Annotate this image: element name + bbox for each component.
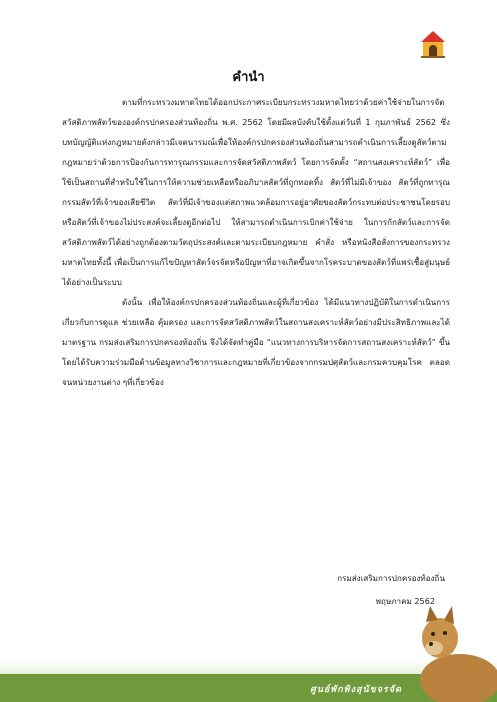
paragraph-2: ดังนั้น เพื่อให้องค์กรปกครองส่วนท้องถิ่นและผู้ที่เกี่ยวข้อง ได้มีแนวทางปฏิบัติในการดำเนินการเกี่ยวกับการดูแล ช่วยเหลือ คุ้มครอง และการจัดสวัสดิภาพสัตว์ในสถานสงเคราะห์สัตว์อย่างมีประสิทธิภาพและได้มาตรฐาน กรมส่งเสริมการปกครองท้องถิ่น จึงได้จัดทำคู่มือ “แนวทางการบริหารจัดการสถานสงเคราะห์สัตว์” ขึ้น โดยได้รับความร่วมมือด้านข้อมูลทางวิชาการและกฎหมายที่เกี่ยวข้องจากกรมปศุสัตว์และกรมควบคุมโรค ตลอดจนหน่วยงานต่าง ๆที่เกี่ยวข้อง (62, 297, 450, 387)
page-title: คำนำ (232, 70, 265, 85)
dog-photo (400, 600, 497, 702)
dog-house-icon (420, 30, 446, 60)
preface-body (62, 92, 450, 392)
signature-date: พฤษภาคม 2562 (375, 596, 435, 606)
signature-organization: กรมส่งเสริมการปกครองท้องถิ่น (337, 573, 445, 583)
footer-banner-text: ศูนย์พักพิงสุนัขจรจัด (310, 685, 402, 695)
paragraph-1: ตามที่กระทรวงมหาดไทยได้ออกประกาศระเบียบกระทรวงมหาดไทยว่าด้วยค่าใช้จ่ายในการจัดสวัสดิภาพสัตว์ขององค์กรปกครองส่วนท้องถิ่น พ.ศ. 2562 โดยมีผลบังคับใช้ตั้งแต่วันที่ 1 กุมภาพันธ์ 2562 ซึ่งบทบัญญัติแห่งกฎหมายดังกล่าวมีเจตนารมณ์เพื่อให้องค์กรปกครองส่วนท้องถิ่นสามารถดำเนินการเลี้ยงดูสัตว์ตามกฎหมายว่าด้วยการป้องกันการทารุณกรรมและการจัดสวัสดิภาพสัตว์ โดยการจัดตั้ง “สถานสงเคราะห์สัตว์” เพื่อใช้เป็นสถานที่สำหรับใช้ในการให้ความช่วยเหลือหรืออภิบาลสัตว์ที่ถูกทอดทิ้ง สัตว์ที่ไม่มีเจ้าของ สัตว์ที่ถูกทารุณกรรมสัตว์ที่เจ้าของเสียชีวิต สัตว์ที่มีเจ้าของแต่สภาพแวดล้อมการอยู่อาศัยของสัตว์กระทบต่อประชาชนโดยรอบ หรือสัตว์ที่เจ้าของไม่ประสงค์จะเลี้ยงดูอีกต่อไป ให้สามารถดำเนินการเบิกค่าใช้จ่าย ในการกักสัตว์และการจัดสวัสดิภาพสัตว์ได้อย่างถูกต้องตามวัตถุประสงค์และตามระเบียบกฎหมาย คำสั่ง หรือหนังสือสั่งการของกระทรวงมหาดไทยทั้งนี้ เพื่อเป็นการแก้ไขปัญหาสัตว์จรจัดหรือปัญหาที่อาจเกิดขึ้นจากโรคระบาดของสัตว์ที่แพร่เชื้อสู่มนุษย์ได้อย่างเป็นระบบ (62, 97, 450, 287)
